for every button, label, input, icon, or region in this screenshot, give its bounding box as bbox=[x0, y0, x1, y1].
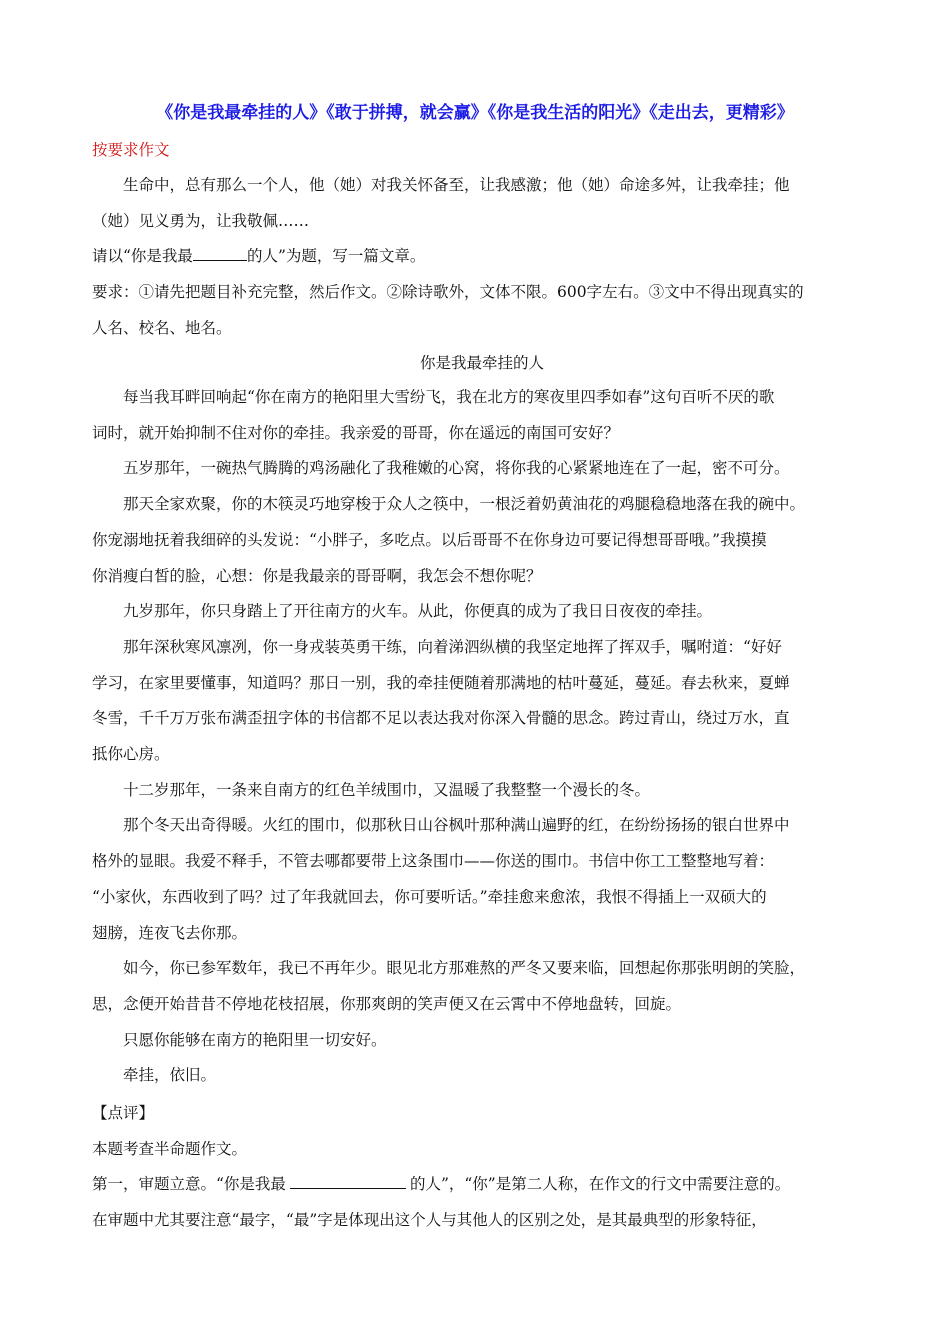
essay-line: 牵挂，依旧。 bbox=[123, 1066, 217, 1085]
review-text-post: 的人”，“你”是第二人称，在作文的行文中需要注意的。 bbox=[409, 1175, 791, 1193]
essay-line: “小家伙，东西收到了吗？过了年我就回去，你可要听话。”牵挂愈来愈浓，我恨不得插上一双硕大的 bbox=[92, 887, 767, 906]
prompt-line: （她）见义勇为，让我敬佩…… bbox=[92, 212, 310, 230]
requirements-line: 要求：①请先把题目补充完整，然后作文。②除诗歌外，文体不限。600字左右。③文中不得出现真实的 bbox=[92, 283, 804, 301]
fill-blank bbox=[290, 1174, 406, 1189]
essay-line: 你消瘦白皙的脸，心想：你是我最亲的哥哥啊，我怎会不想你呢？ bbox=[92, 566, 542, 585]
instruction-text-pre: 请以“你是我最 bbox=[92, 247, 193, 265]
essay-line: 五岁那年，一碗热气腾腾的鸡汤融化了我稚嫩的心窝，将你我的心紧紧地连在了一起，密不可分。 bbox=[123, 459, 790, 478]
requirements-line: 人名、校名、地名。 bbox=[92, 319, 232, 337]
essay-line: 只愿你能够在南方的艳阳里一切安好。 bbox=[123, 1030, 387, 1049]
essay-line: 格外的显眼。我爱不释手，不管去哪都要带上这条围巾——你送的围巾。书信中你工工整整地写着： bbox=[92, 852, 775, 871]
review-intro: 本题考查半命题作文。 bbox=[92, 1140, 248, 1158]
fill-blank bbox=[193, 246, 247, 261]
section-label: 按要求作文 bbox=[92, 141, 170, 159]
essay-line: 思，念便开始昔昔不停地花枝招展，你那爽朗的笑声便又在云霄中不停地盘转，回旋。 bbox=[92, 994, 682, 1013]
essay-line: 十二岁那年，一条来自南方的红色羊绒围巾，又温暖了我整整一个漫长的冬。 bbox=[123, 780, 651, 799]
essay-title: 你是我最牵挂的人 bbox=[419, 354, 544, 372]
essay-line: 词时，就开始抑制不住对你的牵挂。我亲爱的哥哥，你在遥远的南国可安好？ bbox=[92, 423, 620, 442]
prompt-line: 生命中，总有那么一个人，他（她）对我关怀备至，让我感激；他（她）命途多舛，让我牵挂；他 bbox=[123, 176, 790, 194]
document-title: 《你是我最牵挂的人》《敢于拼搏，就会赢》《你是我生活的阳光》《走出去，更精彩》 bbox=[156, 103, 794, 123]
essay-line: 翅膀，连夜飞去你那。 bbox=[92, 923, 248, 942]
review-label: 【点评】 bbox=[92, 1104, 155, 1122]
essay-line: 那个冬天出奇得暖。火红的围巾，似那秋日山谷枫叶那种满山遍野的红，在纷纷扬扬的银白世界中 bbox=[123, 816, 790, 835]
essay-line: 冬雪，千千万万张布满歪扭字体的书信都不足以表达我对你深入骨髓的思念。跨过青山，绕过万水，直 bbox=[92, 709, 790, 728]
essay-line: 抵你心房。 bbox=[92, 745, 170, 763]
review-line: 在审题中尤其要注意“最字，“最”字是体现出这个人与其他人的区别之处，是其最典型的形象特征， bbox=[92, 1211, 767, 1229]
essay-line: 那年深秋寒风凛冽，你一身戎装英勇干练，向着涕泗纵横的我坚定地挥了挥双手，嘱咐道：“好好 bbox=[123, 637, 782, 656]
essay-line: 如今，你已参军数年，我已不再年少。眼见北方那难熬的严冬又要来临，回想起你那张明朗的笑脸， bbox=[123, 959, 806, 978]
review-line bbox=[92, 1174, 872, 1194]
review-text-pre: 第一，审题立意。“你是我最 bbox=[92, 1175, 286, 1193]
essay-line: 每当我耳畔回响起“你在南方的艳阳里大雪纷飞，我在北方的寒夜里四季如春”这句百听不厌的歌 bbox=[123, 388, 775, 406]
instruction-line bbox=[92, 246, 872, 266]
instruction-text-post: 的人”为题，写一篇文章。 bbox=[246, 247, 426, 265]
essay-line: 学习，在家里要懂事，知道吗？那日一别，我的牵挂便随着那满地的枯叶蔓延，蔓延。春去秋来，夏蝉 bbox=[92, 673, 790, 692]
essay-line: 九岁那年，你只身踏上了开往南方的火车。从此，你便真的成为了我日日夜夜的牵挂。 bbox=[123, 602, 713, 621]
essay-line: 你宠溺地抚着我细碎的头发说：“小胖子，多吃点。以后哥哥不在你身边可要记得想哥哥哦。”我摸摸 bbox=[92, 530, 767, 549]
essay-line: 那天全家欢聚，你的木筷灵巧地穿梭于众人之筷中，一根泛着奶黄油花的鸡腿稳稳地落在我的碗中。 bbox=[123, 495, 806, 514]
